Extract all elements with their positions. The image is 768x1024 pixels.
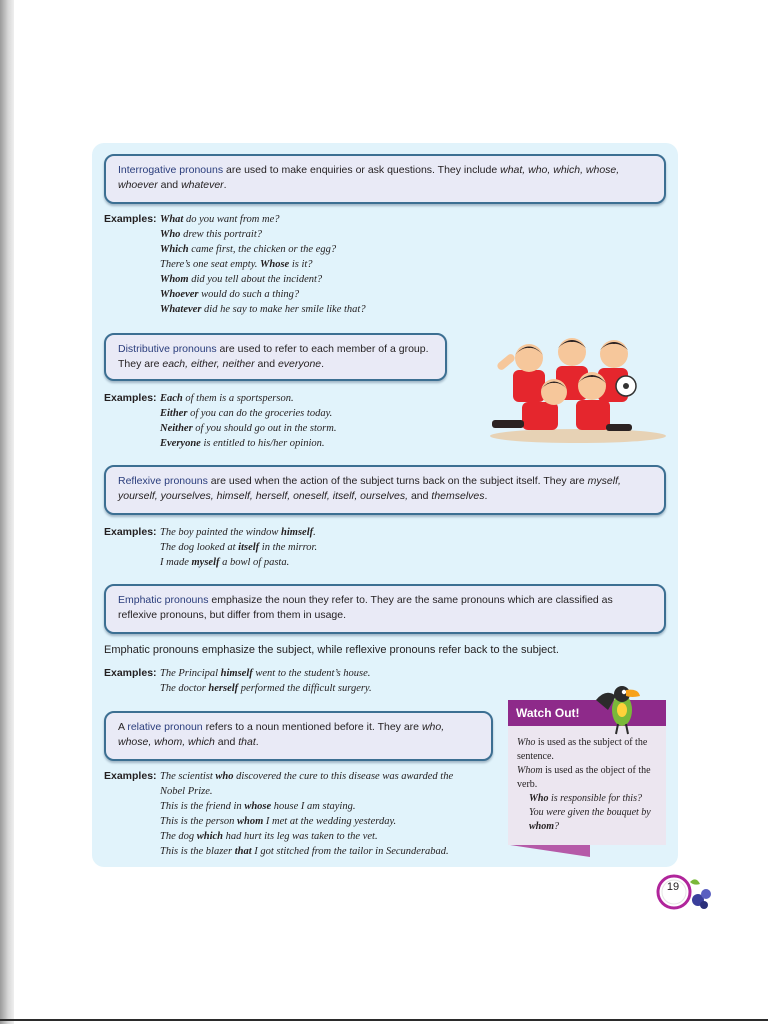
example-sentence: What do you want from me? [160, 214, 280, 225]
example-sentence: Whom did you tell about the incident? [160, 274, 323, 285]
term-reflexive: Reflexive pronouns [118, 475, 208, 487]
reflexive-definition-box: Reflexive pronouns are used when the action of the subject turns back on the subject itself. They are myself, yourself, yourselves, himself, herself, oneself, itself, ourselves, and themselves. [104, 465, 666, 515]
examples-label: Examples: [104, 213, 157, 225]
example-sentence: Which came first, the chicken or the egg? [160, 244, 337, 255]
example-sentence: Each of them is a sportsperson. [160, 393, 294, 404]
example-sentence: Nobel Prize. [160, 786, 213, 797]
highlighted-pronoun: What [160, 214, 184, 225]
highlighted-pronoun: Neither [160, 423, 193, 434]
example-sentence: The boy painted the window himself. [160, 527, 316, 538]
example-sentence: The Principal himself went to the student’s house. [160, 668, 371, 679]
highlighted-pronoun: that [234, 846, 252, 857]
ground-shadow [490, 429, 666, 443]
examples-label: Examples: [104, 770, 157, 782]
highlighted-pronoun: Which [160, 244, 189, 255]
example-sentence: The doctor herself performed the difficult surgery. [160, 683, 372, 694]
example-sentence: Either of you can do the groceries today. [160, 408, 333, 419]
term-interrogative: Interrogative pronouns [118, 164, 224, 176]
example-sentence: This is the blazer that I got stitched from the tailor in Secunderabad. [160, 846, 449, 857]
term-distributive: Distributive pronouns [118, 343, 217, 355]
highlighted-pronoun: Who [160, 229, 181, 240]
example-sentence: The dog which had hurt its leg was taken to the vet. [160, 831, 378, 842]
highlighted-pronoun: myself [191, 557, 220, 568]
examples-label: Examples: [104, 526, 157, 538]
example-sentence: Everyone is entitled to his/her opinion. [160, 438, 325, 449]
toucan-bird-icon [592, 680, 644, 736]
example-sentence: The dog looked at itself in the mirror. [160, 542, 318, 553]
emphatic-note: Emphatic pronouns emphasize the subject, while reflexive pronouns refer back to the subject. [104, 644, 559, 656]
highlighted-pronoun: Each [160, 393, 183, 404]
interrogative-examples [104, 212, 366, 317]
term-relative: relative pronoun [127, 721, 203, 733]
relative-definition-box: A relative pronoun refers to a noun mentioned before it. They are who, whose, whom, which and that. [104, 711, 493, 761]
interrogative-definition-box: Interrogative pronouns are used to make enquiries or ask questions. They include what, who, which, whose, whoever and whatever. [104, 154, 666, 204]
example-sentence: Neither of you should go out in the storm. [160, 423, 337, 434]
example-sentence: There’s one seat empty. Whose is it? [160, 259, 313, 270]
highlighted-pronoun: which [196, 831, 224, 842]
relative-examples [104, 769, 453, 859]
term-emphatic: Emphatic pronouns [118, 594, 209, 606]
highlighted-pronoun: herself [208, 683, 239, 694]
highlighted-pronoun: who [215, 771, 234, 782]
watch-out-title: Watch Out! [508, 700, 666, 726]
example-sentence: Whoever would do such a thing? [160, 289, 300, 300]
example-sentence: I made myself a bowl of pasta. [160, 557, 290, 568]
examples-label: Examples: [104, 392, 157, 404]
highlighted-pronoun: Whose [260, 259, 290, 270]
highlighted-pronoun: Whom [160, 274, 189, 285]
example-sentence: Whatever did he say to make her smile like that? [160, 304, 366, 315]
example-sentence: This is the person whom I met at the wedding yesterday. [160, 816, 397, 827]
highlighted-pronoun: himself [281, 527, 314, 538]
examples-label: Examples: [104, 667, 157, 679]
highlighted-pronoun: Whoever [160, 289, 199, 300]
example-sentence: This is the friend in whose house I am staying. [160, 801, 356, 812]
highlighted-pronoun: itself [238, 542, 260, 553]
example-sentence: The scientist who discovered the cure to this disease was awarded the [160, 771, 454, 782]
highlighted-pronoun: whose [244, 801, 272, 812]
emphatic-examples [104, 666, 372, 696]
page-bottom-border [0, 1019, 768, 1021]
page-number-badge [656, 872, 714, 914]
highlighted-pronoun: Whatever [160, 304, 202, 315]
highlighted-pronoun: Either [160, 408, 188, 419]
example-sentence: Who drew this portrait? [160, 229, 263, 240]
reflexive-examples [104, 525, 317, 570]
page-number: 19 [666, 881, 680, 893]
highlighted-pronoun: Everyone [160, 438, 201, 449]
watch-out-body: Who is used as the subject of the sentence. Whom is used as the object of the verb. Who is responsible for this? You were given the bouquet by whom? [517, 737, 651, 832]
distributive-definition-box: Distributive pronouns are used to refer to each member of a group. They are each, either, neither and everyone. [104, 333, 447, 381]
page-binding-edge [0, 0, 14, 1024]
children-team-illustration [478, 328, 668, 446]
child-figure-1 [496, 344, 545, 402]
highlighted-pronoun: himself [220, 668, 253, 679]
emphatic-definition-box: Emphatic pronouns emphasize the noun they refer to. They are the same pronouns which are classified as reflexive pronouns, but differ from them in usage. [104, 584, 666, 634]
distributive-examples [104, 391, 336, 451]
highlighted-pronoun: whom [237, 816, 264, 827]
